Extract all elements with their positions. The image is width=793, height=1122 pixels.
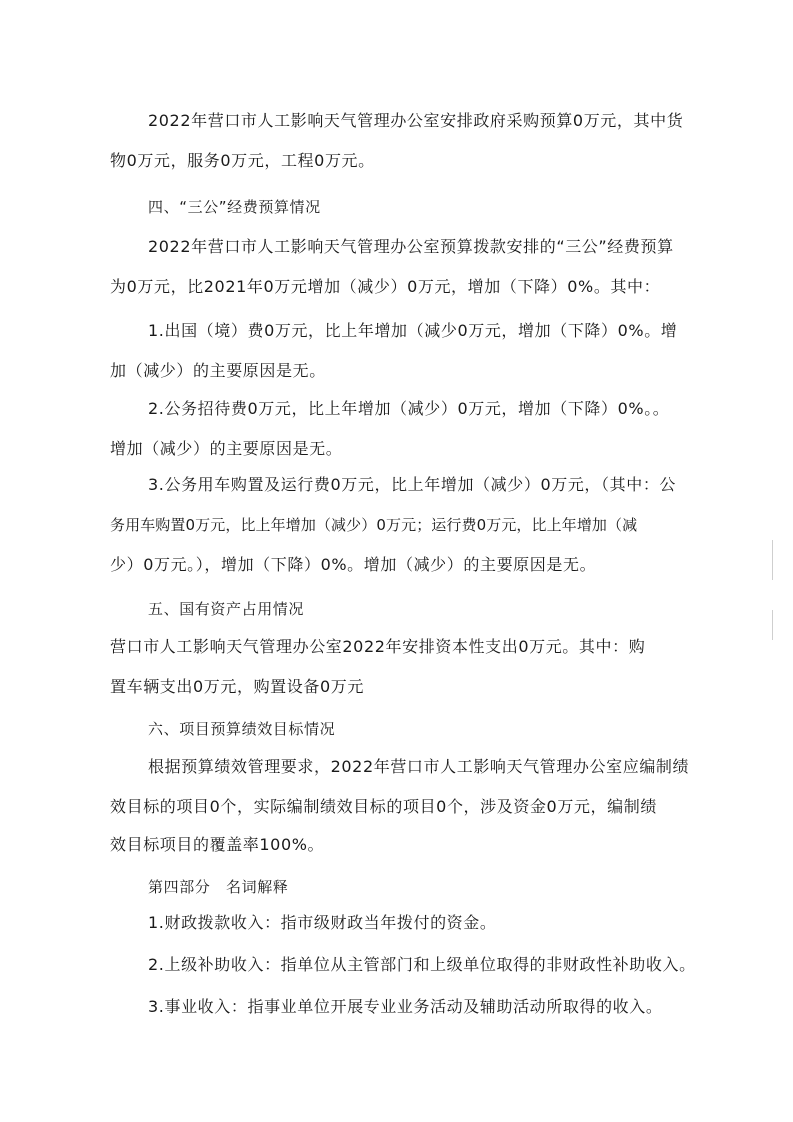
performance-line-3: 效目标项目的覆盖率100%。: [110, 835, 325, 854]
item-1-line-1: 1.出国（境）费0万元，比上年增加（减少0万元，增加（下降）0%。增: [148, 321, 678, 340]
scan-margin-mark: [772, 540, 773, 580]
item-3-line-3: 少）0万元。），增加（下降）0%。增加（减少）的主要原因是无。: [110, 555, 597, 574]
item-3-line-1: 3.公务用车购置及运行费0万元，比上年增加（减少）0万元，（其中：公: [148, 475, 677, 494]
item-3-line-2: 务用车购置0万元，比上年增加（减少）0万元；运行费0万元，比上年增加（减: [110, 516, 638, 534]
section-4-heading: 四、“三公”经费预算情况: [148, 198, 321, 216]
scan-margin-mark: [772, 610, 773, 640]
section-6-heading: 六、项目预算绩效目标情况: [148, 720, 336, 738]
section-5-heading: 五、国有资产占用情况: [148, 600, 305, 618]
sanggong-intro-line-2: 为0万元，比2021年0万元增加（减少）0万元，增加（下降）0%。其中：: [110, 277, 661, 296]
term-2: 2.上级补助收入：指单位从主管部门和上级单位取得的非财政性补助收入。: [148, 955, 696, 974]
term-1: 1.财政拨款收入：指市级财政当年拨付的资金。: [148, 913, 497, 932]
item-1-line-2: 加（减少）的主要原因是无。: [110, 361, 326, 380]
procurement-line-1: 2022年营口市人工影响天气管理办公室安排政府采购预算0万元，其中货: [148, 111, 684, 130]
assets-line-2: 置车辆支出0万元，购置设备0万元: [110, 677, 364, 696]
performance-line-1: 根据预算绩效管理要求，2022年营口市人工影响天气管理办公室应编制绩: [148, 757, 690, 776]
performance-line-2: 效目标的项目0个，实际编制绩效目标的项目0个，涉及资金0万元，编制绩: [110, 797, 657, 816]
procurement-line-2: 物0万元，服务0万元，工程0万元。: [110, 151, 375, 170]
assets-line-1: 营口市人工影响天气管理办公室2022年安排资本性支出0万元。其中：购: [110, 637, 646, 656]
item-2-line-1: 2.公务招待费0万元，比上年增加（减少）0万元，增加（下降）0%。。: [148, 399, 670, 418]
term-3: 3.事业收入：指事业单位开展专业业务活动及辅助活动所取得的收入。: [148, 997, 663, 1016]
part-4-heading: 第四部分 名词解释: [148, 878, 289, 896]
item-2-line-2: 增加（减少）的主要原因是无。: [110, 439, 343, 458]
sanggong-intro-line-1: 2022年营口市人工影响天气管理办公室预算拨款安排的“三公”经费预算: [148, 237, 674, 256]
